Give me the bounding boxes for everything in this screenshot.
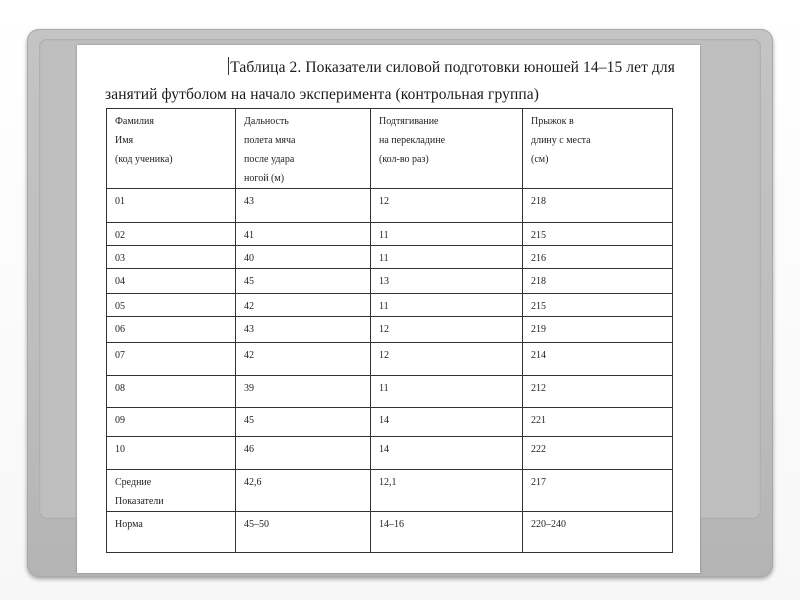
- table-cell: 14: [371, 437, 523, 470]
- table-cell: 40: [236, 246, 371, 269]
- table-row: [107, 470, 673, 512]
- table-row: [107, 189, 673, 223]
- table-cell: 11: [371, 246, 523, 269]
- table-cell: 45: [236, 269, 371, 294]
- table-row: [107, 246, 673, 269]
- table-cell: 218: [523, 189, 673, 223]
- table-row: [107, 408, 673, 437]
- table-cell: 216: [523, 246, 673, 269]
- caption-line-1-text: Таблица 2. Показатели силовой подготовки юношей 14–15 лет для: [230, 59, 675, 76]
- table-cell: 08: [107, 376, 236, 408]
- table-cell: 02: [107, 223, 236, 246]
- table-row: [107, 223, 673, 246]
- table-cell: 03: [107, 246, 236, 269]
- caption-line-1: [105, 54, 675, 81]
- table-row: [107, 317, 673, 343]
- table-cell: 217: [523, 470, 673, 512]
- table-cell: 11: [371, 294, 523, 317]
- table-cell: 212: [523, 376, 673, 408]
- table-header-cell: Подтягивание на перекладине (кол-во раз): [371, 109, 523, 189]
- table-cell: 10: [107, 437, 236, 470]
- table-cell: 222: [523, 437, 673, 470]
- table-header-cell: Прыжок в длину с места (см): [523, 109, 673, 189]
- table-cell: 01: [107, 189, 236, 223]
- table-cell: 215: [523, 294, 673, 317]
- table-cell: 42,6: [236, 470, 371, 512]
- table-header-cell: Дальность полета мяча после удара ногой (м): [236, 109, 371, 189]
- table-cell: Средние Показатели: [107, 470, 236, 512]
- table-cell: 11: [371, 223, 523, 246]
- table-cell: 43: [236, 317, 371, 343]
- table-cell: 14–16: [371, 512, 523, 553]
- table-row: [107, 269, 673, 294]
- table-cell: 45: [236, 408, 371, 437]
- table-cell: 220–240: [523, 512, 673, 553]
- table-cell: 214: [523, 343, 673, 376]
- table-cell: 41: [236, 223, 371, 246]
- table-row: [107, 343, 673, 376]
- table-cell: 11: [371, 376, 523, 408]
- table-row: [107, 376, 673, 408]
- data-table: [106, 108, 673, 553]
- table-cell: 07: [107, 343, 236, 376]
- table-cell: 42: [236, 343, 371, 376]
- table-cell: 05: [107, 294, 236, 317]
- table-cell: 39: [236, 376, 371, 408]
- table-cell: 221: [523, 408, 673, 437]
- table-cell: 42: [236, 294, 371, 317]
- table-cell: 45–50: [236, 512, 371, 553]
- table-header-cell: Фамилия Имя (код ученика): [107, 109, 236, 189]
- table-row: [107, 437, 673, 470]
- table-cell: 219: [523, 317, 673, 343]
- table-cell: 13: [371, 269, 523, 294]
- table-cell: Норма: [107, 512, 236, 553]
- caption-line-2: занятий футболом на начало эксперимента (контрольная группа): [105, 86, 539, 103]
- table-row: [107, 512, 673, 553]
- table-cell: 12: [371, 343, 523, 376]
- table-cell: 12: [371, 189, 523, 223]
- table-cell: 09: [107, 408, 236, 437]
- table-header-row: [107, 109, 673, 189]
- table-cell: 06: [107, 317, 236, 343]
- table-cell: 12: [371, 317, 523, 343]
- table-cell: 43: [236, 189, 371, 223]
- table-caption: [105, 54, 675, 108]
- table-cell: 12,1: [371, 470, 523, 512]
- table-cell: 218: [523, 269, 673, 294]
- table-row: [107, 294, 673, 317]
- table-cell: 215: [523, 223, 673, 246]
- table-cell: 46: [236, 437, 371, 470]
- table-cell: 04: [107, 269, 236, 294]
- table-cell: 14: [371, 408, 523, 437]
